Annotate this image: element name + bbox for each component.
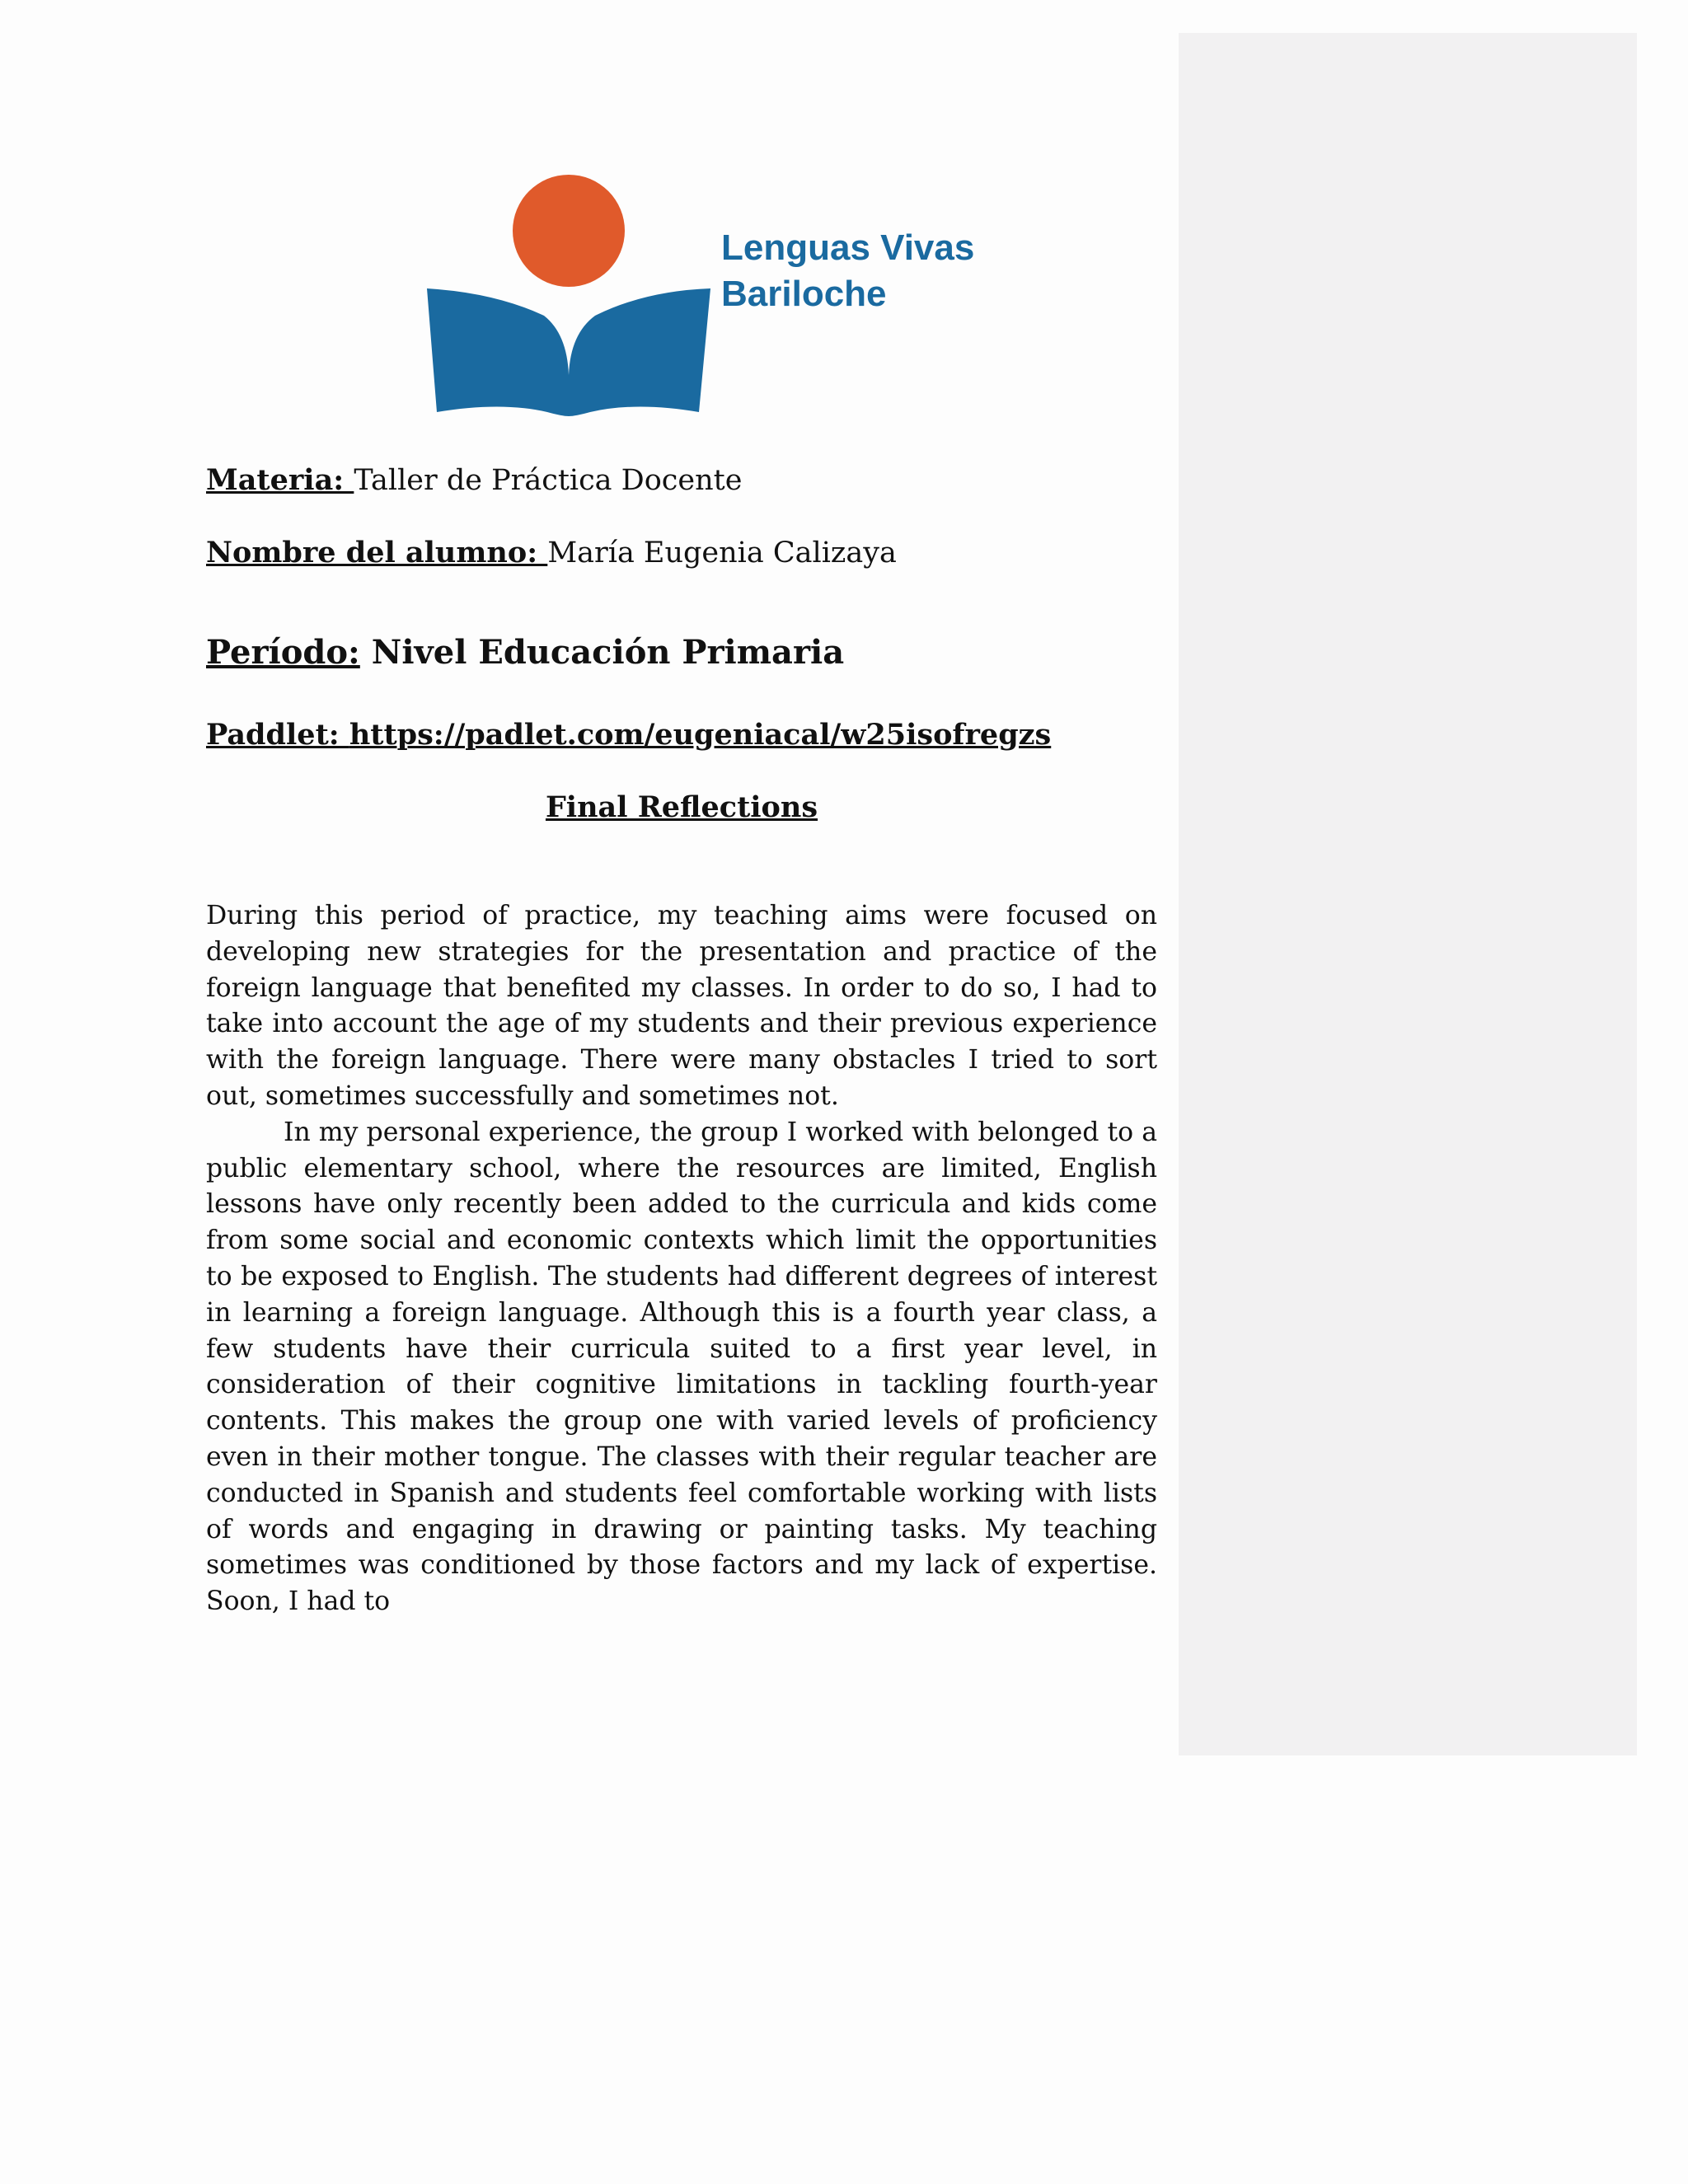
institution-logo xyxy=(420,169,975,424)
paddlet-line xyxy=(206,720,1051,750)
body-text xyxy=(206,898,1157,1617)
logo-book-icon xyxy=(427,288,710,416)
section-title: Final Reflections xyxy=(545,790,818,824)
logo-text-line1: Lenguas Vivas xyxy=(721,227,975,268)
paddlet-link[interactable]: https://padlet.com/eugeniacal/w25isofregzs xyxy=(349,718,1052,752)
materia-line xyxy=(206,463,743,497)
paddlet-label: Paddlet: xyxy=(206,718,349,752)
logo-sun-icon xyxy=(513,175,625,287)
period-line xyxy=(206,633,845,672)
logo-text-line2: Bariloche xyxy=(721,274,887,314)
period-value: Nivel Educación Primaria xyxy=(359,633,845,672)
materia-label: Materia: xyxy=(206,463,354,497)
student-name-label: Nombre del alumno: xyxy=(206,536,548,569)
paragraph-1: During this period of practice, my teaching aims were focused on developing new strategies for the presentation and practice of the foreign language that benefited my classes. In order to do so, I had to take into account the age of my students and their previous experience with the foreign language. There were many obstacles I tried to sort out, sometimes successfully and sometimes not. xyxy=(206,901,1157,1111)
paragraph-2: In my personal experience, the group I worked with belonged to a public elementary school, where the resources are limited, English lessons have only recently been added to the curricula and kids come from some social and economic contexts which limit the opportunities to be exposed to English. The students had different degrees of interest in learning a foreign language. Although this is a fourth year class, a few students have their curricula suited to a first year level, in consideration of their cognitive limitations in tackling fourth-year contents. This makes the group one with varied levels of proficiency even in their mother tongue. The classes with their regular teacher are conducted in Spanish and students feel comfortable working with lists of words and engaging in drawing or painting tasks. My teaching sometimes was conditioned by those factors and my lack of expertise. Soon, I had to xyxy=(206,1117,1157,1617)
materia-value: Taller de Práctica Docente xyxy=(354,464,743,497)
side-panel xyxy=(1179,33,1637,1755)
student-name-value: María Eugenia Calizaya xyxy=(547,537,897,569)
student-name-line xyxy=(206,538,897,568)
period-label: Período: xyxy=(206,633,360,672)
